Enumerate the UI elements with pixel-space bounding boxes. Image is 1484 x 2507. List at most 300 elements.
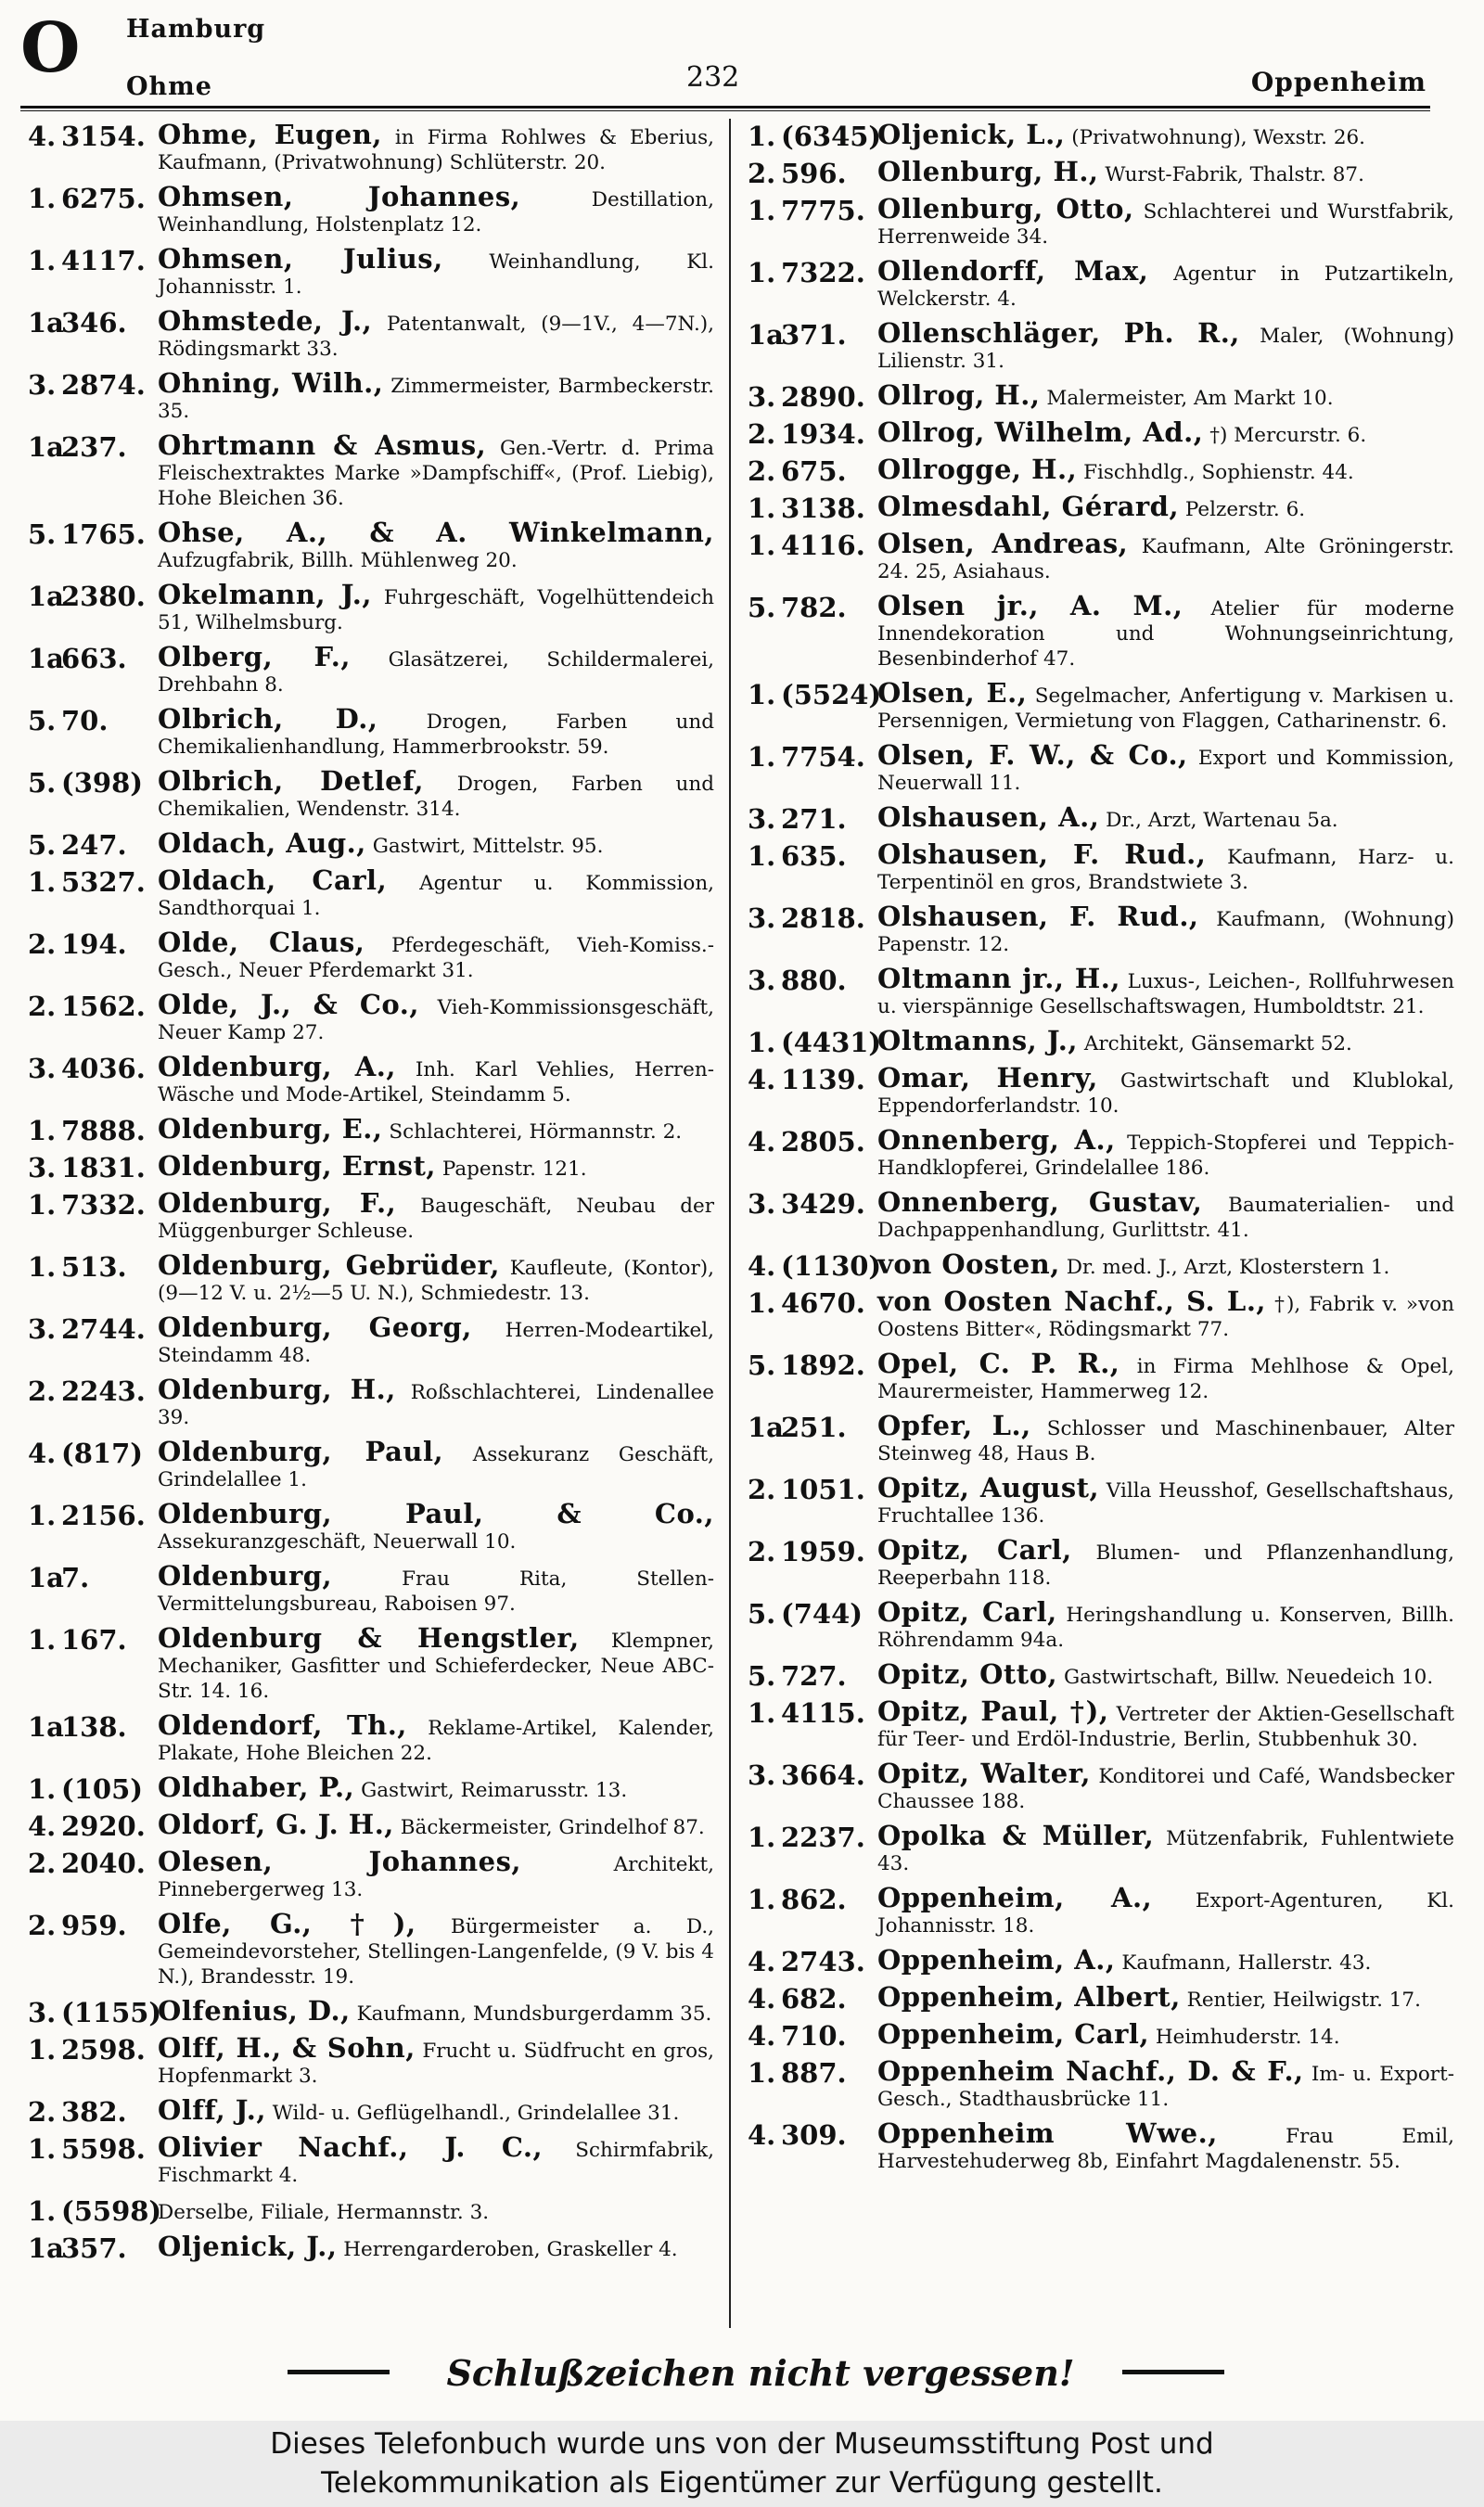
exchange-zone: 4. bbox=[748, 1983, 776, 2015]
subscriber-name: Olshausen, A., bbox=[877, 801, 1100, 833]
subscriber-details: Im- u. Export-Gesch., Stadthausbrücke 11. bbox=[877, 2063, 1454, 2111]
subscriber-name: Olff, H., & Sohn, bbox=[158, 2032, 416, 2064]
entry-text bbox=[877, 1658, 1454, 1690]
exchange-zone: 5. bbox=[28, 829, 57, 861]
exchange-zone: 1a bbox=[28, 307, 64, 339]
credit-banner bbox=[0, 2421, 1484, 2507]
entry-text bbox=[877, 1248, 1454, 1280]
subscriber-details: Frau Rita, Stellen-Vermittelungsbureau, Raboisen 97. bbox=[158, 1567, 714, 1616]
exchange-zone: 1. bbox=[28, 183, 57, 214]
entry-text bbox=[158, 1995, 714, 2027]
subscriber-name: Oldenburg & Hengstler, bbox=[158, 1622, 580, 1654]
entry-text bbox=[158, 927, 714, 983]
line-number: (4431) bbox=[781, 1027, 882, 1058]
exchange-zone: 4. bbox=[748, 1064, 776, 1095]
directory-entry bbox=[748, 2117, 1454, 2174]
subscriber-details: Gastwirtschaft, Billw. Neuedeich 10. bbox=[1063, 1666, 1434, 1689]
line-number: 596. bbox=[781, 158, 847, 189]
line-number: 4116. bbox=[781, 530, 865, 561]
subscriber-name: Opitz, Walter, bbox=[877, 1758, 1092, 1789]
directory-entry bbox=[748, 1820, 1454, 1876]
entry-text bbox=[158, 2131, 714, 2188]
subscriber-details: Inh. Karl Vehlies, Herren-Wäsche und Mode-Artikel, Steindamm 5. bbox=[158, 1058, 714, 1106]
directory-entry bbox=[28, 1187, 714, 1244]
entry-text bbox=[877, 119, 1454, 150]
entry-text bbox=[877, 1981, 1454, 2013]
subscriber-details: Vertreter der Aktien-Gesellschaft für Teer- und Erdöl-Industrie, Berlin, Stubbenhuk 30. bbox=[877, 1703, 1454, 1751]
subscriber-name: Ollrog, Wilhelm, Ad., bbox=[877, 416, 1204, 448]
entry-text bbox=[158, 1374, 714, 1430]
exchange-zone: 3. bbox=[748, 381, 776, 413]
subscriber-details: Mützenfabrik, Fuhlentwiete 43. bbox=[877, 1827, 1454, 1875]
directory-entry bbox=[748, 1062, 1454, 1119]
line-number: (398) bbox=[61, 767, 143, 799]
footer-rule-right bbox=[1122, 2370, 1224, 2374]
line-number: 251. bbox=[781, 1412, 847, 1443]
subscriber-details: †), Fabrik v. »von Oostens Bitter«, Rödingsmarkt 77. bbox=[877, 1293, 1455, 1341]
directory-entry bbox=[748, 416, 1454, 450]
subscriber-name: Ohrtmann & Asmus, bbox=[158, 429, 487, 461]
directory-entry bbox=[748, 1534, 1454, 1591]
subscriber-name: Olbrich, D., bbox=[158, 703, 378, 735]
phone-number bbox=[748, 383, 877, 411]
directory-entry bbox=[748, 1285, 1455, 1342]
phone-number bbox=[748, 321, 877, 349]
subscriber-name: Ollrog, H., bbox=[877, 379, 1041, 411]
subscriber-details: in Firma Rohlwes & Eberius, Kaufmann, (Privatwohnung) Schlüterstr. 20. bbox=[158, 126, 714, 174]
subscriber-details: Pelzerstr. 6. bbox=[1184, 498, 1306, 521]
phone-number bbox=[28, 868, 158, 896]
exchange-zone: 4. bbox=[28, 1438, 57, 1469]
directory-entry bbox=[748, 2055, 1454, 2112]
entry-text bbox=[877, 317, 1454, 374]
entry-text bbox=[158, 1249, 714, 1306]
subscriber-name: Olivier Nachf., J. C., bbox=[158, 2131, 544, 2163]
directory-entry bbox=[28, 1560, 714, 1617]
exchange-zone: 2. bbox=[748, 418, 776, 450]
subscriber-name: Onnenberg, Gustav, bbox=[877, 1186, 1203, 1218]
phone-number bbox=[748, 160, 877, 187]
subscriber-name: Oppenheim, Albert, bbox=[877, 1981, 1181, 2013]
directory-entry bbox=[28, 1150, 714, 1183]
subscriber-details: Drogen, Farben und Chemikalienhandlung, Hammerbrookstr. 59. bbox=[158, 710, 715, 759]
exchange-zone: 3. bbox=[28, 1313, 57, 1345]
entry-text bbox=[877, 1695, 1454, 1752]
entry-text bbox=[158, 181, 714, 237]
subscriber-name: Oldenburg, F., bbox=[158, 1187, 397, 1219]
phone-number bbox=[28, 1775, 158, 1803]
directory-entry bbox=[28, 1051, 714, 1107]
directory-entry bbox=[748, 379, 1454, 413]
subscriber-name: Opitz, Paul, †), bbox=[877, 1695, 1109, 1727]
line-number: 4670. bbox=[781, 1287, 865, 1319]
line-number: 880. bbox=[781, 965, 847, 996]
directory-entry bbox=[748, 1472, 1454, 1529]
subscriber-name: Olfenius, D., bbox=[158, 1995, 351, 2027]
exchange-zone: 3. bbox=[748, 965, 776, 996]
phone-number bbox=[28, 1253, 158, 1281]
exchange-zone: 5. bbox=[28, 705, 57, 736]
footer-rule-left bbox=[288, 2370, 390, 2374]
entry-text bbox=[877, 801, 1454, 833]
subscriber-name: Oppenheim Nachf., D. & F., bbox=[877, 2055, 1304, 2087]
phone-number bbox=[748, 679, 882, 710]
subscriber-details: Kaufmann, (Wohnung) Papenstr. 12. bbox=[877, 908, 1454, 956]
exchange-zone: 1. bbox=[28, 1251, 57, 1283]
line-number: 1831. bbox=[61, 1152, 146, 1183]
entry-text bbox=[158, 429, 714, 511]
exchange-zone: 1. bbox=[28, 1773, 57, 1805]
directory-entry bbox=[28, 1311, 714, 1368]
directory-entry bbox=[28, 1709, 714, 1766]
directory-entry bbox=[28, 927, 714, 983]
phone-number bbox=[748, 1476, 877, 1503]
subscriber-details: Derselbe, Filiale, Hermannstr. 3. bbox=[158, 2201, 490, 2224]
entry-text bbox=[158, 1498, 714, 1554]
phone-number bbox=[28, 582, 158, 610]
subscriber-details: Export-Agenturen, Kl. Johannisstr. 18. bbox=[877, 1889, 1454, 1938]
line-number: 635. bbox=[781, 840, 847, 872]
entry-text bbox=[158, 2094, 714, 2126]
exchange-zone: 1. bbox=[28, 1189, 57, 1221]
line-number: 2890. bbox=[781, 381, 865, 413]
subscriber-details: Baumaterialien- und Dachpappenhandlung, Gurlittstr. 41. bbox=[877, 1194, 1454, 1242]
subscriber-name: Oldenburg, A., bbox=[158, 1051, 396, 1082]
directory-entry bbox=[748, 119, 1454, 152]
directory-entry bbox=[748, 491, 1454, 524]
phone-number bbox=[28, 1439, 158, 1467]
subscriber-name: Olde, J., & Co., bbox=[158, 989, 419, 1020]
line-number: 1139. bbox=[781, 1064, 865, 1095]
entry-text bbox=[158, 119, 714, 175]
phone-number bbox=[748, 1128, 877, 1156]
exchange-zone: 1. bbox=[28, 866, 57, 898]
directory-entry bbox=[748, 838, 1454, 895]
subscriber-details: Teppich-Stopferei und Teppich-Handklopferei, Grindelallee 186. bbox=[877, 1132, 1454, 1180]
subscriber-details: Kaufmann, Mundsburgerdamm 35. bbox=[356, 2002, 712, 2026]
phone-number bbox=[28, 2135, 158, 2163]
line-number: 6275. bbox=[61, 183, 146, 214]
subscriber-name: Oppenheim, Carl, bbox=[877, 2018, 1150, 2050]
exchange-zone: 3. bbox=[748, 803, 776, 835]
subscriber-name: Ohning, Wilh., bbox=[158, 367, 384, 399]
exchange-zone: 3. bbox=[28, 1997, 57, 2028]
exchange-zone: 1. bbox=[28, 1500, 57, 1531]
phone-number bbox=[748, 842, 877, 870]
subscriber-name: von Oosten Nachf., S. L., bbox=[877, 1285, 1267, 1317]
line-number: 7775. bbox=[781, 195, 865, 226]
phone-number bbox=[28, 185, 158, 212]
directory-entry bbox=[28, 579, 714, 635]
line-number: (1130) bbox=[781, 1250, 882, 1282]
phone-number bbox=[28, 1912, 158, 1939]
subscriber-name: Olsen, E., bbox=[877, 677, 1028, 709]
entry-text bbox=[877, 1124, 1454, 1181]
entry-text bbox=[158, 1051, 714, 1107]
entry-text bbox=[877, 901, 1454, 957]
directory-entry bbox=[748, 1658, 1454, 1692]
entry-text bbox=[158, 305, 714, 362]
directory-entry bbox=[28, 2131, 714, 2188]
directory-entry bbox=[748, 454, 1454, 487]
phone-number bbox=[28, 1315, 158, 1343]
phone-number bbox=[748, 494, 877, 522]
phone-number bbox=[748, 1250, 882, 1282]
line-number: 675. bbox=[781, 455, 847, 487]
exchange-zone: 1. bbox=[28, 1115, 57, 1146]
subscriber-details: Destillation, Weinhandlung, Holstenplatz 12. bbox=[158, 188, 714, 237]
subscriber-details: Heimhuderstr. 14. bbox=[1155, 2026, 1340, 2049]
directory-entry bbox=[748, 1124, 1454, 1181]
exchange-zone: 4. bbox=[748, 1126, 776, 1158]
entry-text bbox=[877, 156, 1454, 187]
directory-entry bbox=[748, 739, 1455, 796]
directory-entry bbox=[748, 1410, 1454, 1466]
subscriber-details: Segelmacher, Anfertigung v. Markisen u. Persennigen, Vermietung von Flaggen, Catharinenstr. 6. bbox=[877, 684, 1454, 733]
subscriber-details: Gastwirt, Mittelstr. 95. bbox=[372, 835, 604, 858]
entry-text bbox=[877, 677, 1454, 734]
phone-number bbox=[28, 1377, 158, 1405]
entry-text bbox=[158, 2231, 714, 2262]
line-number: 1765. bbox=[61, 518, 146, 550]
directory-entry bbox=[28, 1113, 714, 1146]
line-number: (6345) bbox=[781, 121, 882, 152]
subscriber-details: Gastwirtschaft und Klublokal, Eppendorferlandstr. 10. bbox=[877, 1069, 1454, 1118]
subscriber-name: Oldenburg, Paul, & Co., bbox=[158, 1498, 714, 1529]
directory-entry bbox=[28, 1908, 715, 1989]
exchange-zone: 1a bbox=[28, 643, 64, 674]
section-letter: O bbox=[20, 8, 81, 88]
exchange-zone: 1. bbox=[748, 679, 776, 710]
directory-entry bbox=[748, 1248, 1454, 1282]
directory-entry bbox=[748, 1025, 1454, 1058]
phone-number bbox=[28, 1812, 158, 1840]
directory-entry bbox=[28, 2231, 714, 2264]
subscriber-details: Agentur u. Kommission, Sandthorquai 1. bbox=[158, 872, 715, 920]
line-number: 2805. bbox=[781, 1126, 865, 1158]
line-number: 887. bbox=[781, 2057, 847, 2089]
subscriber-name: Oltmann jr., H., bbox=[877, 963, 1120, 994]
exchange-zone: 3. bbox=[748, 1759, 776, 1791]
subscriber-details: Pferdegeschäft, Vieh-Komiss.-Gesch., Neuer Pferdemarkt 31. bbox=[158, 934, 714, 982]
phone-number bbox=[28, 309, 158, 337]
subscriber-name: Olbrich, Detlef, bbox=[158, 765, 425, 797]
entry-text bbox=[877, 1025, 1454, 1056]
line-number: 138. bbox=[61, 1711, 127, 1743]
entry-text bbox=[158, 864, 715, 921]
entry-text bbox=[158, 1908, 715, 1989]
subscriber-details: Architekt, Gänsemarkt 52. bbox=[1083, 1032, 1352, 1055]
line-number: 7332. bbox=[61, 1189, 146, 1221]
subscriber-name: Opfer, L., bbox=[877, 1410, 1031, 1441]
subscriber-details: Glasätzerei, Schildermalerei, Drehbahn 8. bbox=[158, 648, 715, 697]
entry-text bbox=[158, 1311, 714, 1368]
entry-text bbox=[877, 491, 1454, 522]
directory-entry bbox=[748, 1981, 1454, 2015]
phone-number bbox=[28, 1502, 158, 1529]
entry-text bbox=[877, 193, 1454, 249]
exchange-zone: 5. bbox=[748, 1598, 776, 1630]
phone-number bbox=[748, 1948, 877, 1976]
line-number: 346. bbox=[61, 307, 127, 339]
phone-number bbox=[28, 707, 158, 735]
directory-entry bbox=[28, 2094, 714, 2128]
entry-text bbox=[158, 579, 714, 635]
exchange-zone: 4. bbox=[748, 1946, 776, 1977]
subscriber-name: Oltmanns, J., bbox=[877, 1025, 1078, 1056]
directory-entry bbox=[28, 1249, 714, 1306]
header-rule bbox=[20, 106, 1430, 109]
entry-text bbox=[877, 1596, 1454, 1653]
line-number: 2237. bbox=[781, 1822, 865, 1853]
line-number: 3429. bbox=[781, 1188, 865, 1220]
line-number: 371. bbox=[781, 319, 847, 351]
subscriber-details: Export und Kommission, Neuerwall 11. bbox=[877, 747, 1455, 795]
subscriber-name: Ollenburg, Otto, bbox=[877, 193, 1134, 224]
line-number: 357. bbox=[61, 2232, 127, 2264]
phone-number bbox=[28, 1191, 158, 1219]
entry-text bbox=[877, 739, 1455, 796]
subscriber-details: Assekuranzgeschäft, Neuerwall 10. bbox=[158, 1530, 517, 1554]
subscriber-details: Villa Heusshof, Gesellschaftshaus, Fruchtallee 136. bbox=[877, 1479, 1454, 1528]
line-number: 1051. bbox=[781, 1474, 865, 1505]
subscriber-details: Rentier, Heilwigstr. 17. bbox=[1186, 1989, 1421, 2012]
exchange-zone: 1. bbox=[28, 1624, 57, 1656]
subscriber-name: Oldenburg, Paul, bbox=[158, 1436, 444, 1467]
subscriber-name: Oldenburg, Gebrüder, bbox=[158, 1249, 500, 1281]
phone-number bbox=[28, 1626, 158, 1654]
exchange-zone: 2. bbox=[28, 1848, 57, 1879]
subscriber-details: Malermeister, Am Markt 10. bbox=[1046, 387, 1334, 410]
directory-entry bbox=[28, 1772, 714, 1805]
line-number: 7754. bbox=[781, 741, 865, 773]
subscriber-details: Dr., Arzt, Wartenau 5a. bbox=[1106, 809, 1338, 832]
line-number: (5598) bbox=[61, 2195, 162, 2227]
phone-number bbox=[748, 1066, 877, 1094]
subscriber-details: Assekuranz Geschäft, Grindelallee 1. bbox=[158, 1443, 715, 1491]
entry-text bbox=[158, 765, 714, 822]
subscriber-name: Oldendorf, Th., bbox=[158, 1709, 407, 1741]
phone-number bbox=[28, 1117, 158, 1145]
line-number: 70. bbox=[61, 705, 109, 736]
subscriber-name: Olshausen, F. Rud., bbox=[877, 901, 1199, 932]
line-number: 782. bbox=[781, 592, 847, 623]
phone-number bbox=[748, 1190, 877, 1218]
subscriber-name: Oldhaber, P., bbox=[158, 1772, 355, 1803]
exchange-zone: 1. bbox=[748, 1027, 776, 1058]
line-number: 3154. bbox=[61, 121, 146, 152]
entry-text bbox=[877, 1534, 1454, 1591]
subscriber-name: Opitz, Carl, bbox=[877, 1534, 1072, 1566]
directory-entry bbox=[28, 429, 714, 511]
phone-number bbox=[748, 197, 877, 224]
phone-number bbox=[748, 1538, 877, 1566]
entry-text bbox=[877, 963, 1454, 1019]
page-header bbox=[0, 0, 1484, 102]
subscriber-details: Frau Emil, Harvestehuderweg 8b, Einfahrt Magdalenenstr. 55. bbox=[877, 2125, 1454, 2173]
directory-entry bbox=[748, 1695, 1454, 1752]
line-number: 862. bbox=[781, 1884, 847, 1915]
phone-number bbox=[28, 1997, 162, 2028]
line-number: 2743. bbox=[781, 1946, 865, 1977]
directory-entry bbox=[748, 963, 1454, 1019]
subscriber-name: Oljenick, L., bbox=[877, 119, 1066, 150]
phone-number bbox=[748, 531, 877, 559]
subscriber-name: Olff, J., bbox=[158, 2094, 266, 2126]
phone-number bbox=[748, 1027, 882, 1058]
line-number: 237. bbox=[61, 431, 127, 463]
directory-entry bbox=[748, 1758, 1455, 1814]
entry-text bbox=[877, 1472, 1454, 1529]
phone-number bbox=[28, 1849, 158, 1877]
entry-text bbox=[877, 1882, 1454, 1938]
subscriber-details: Architekt, Pinnebergerweg 13. bbox=[158, 1853, 714, 1901]
entry-text bbox=[877, 379, 1454, 411]
subscriber-name: Ohme, Eugen, bbox=[158, 119, 382, 150]
subscriber-details: Atelier für moderne Innendekoration und Wohnungseinrichtung, Besenbinderhof 47. bbox=[877, 597, 1454, 671]
subscriber-details: Bürgermeister a. D., Gemeindevorsteher, Stellingen-Langenfelde, (9 V. bis 4 N.), Brandesstr. 19. bbox=[158, 1915, 715, 1989]
subscriber-name: Opolka & Müller, bbox=[877, 1820, 1155, 1851]
subscriber-details: Gastwirt, Reimarusstr. 13. bbox=[361, 1779, 628, 1802]
exchange-zone: 4. bbox=[748, 2020, 776, 2052]
subscriber-details: Agentur in Putzartikeln, Welckerstr. 4. bbox=[877, 262, 1455, 311]
exchange-zone: 5. bbox=[28, 518, 57, 550]
exchange-zone: 1. bbox=[748, 1287, 776, 1319]
subscriber-name: Olberg, F., bbox=[158, 641, 351, 672]
subscriber-name: Oppenheim, A., bbox=[877, 1882, 1153, 1913]
right-column bbox=[748, 119, 1455, 2183]
subscriber-details: Wurst-Fabrik, Thalstr. 87. bbox=[1105, 163, 1364, 186]
line-number: 2920. bbox=[61, 1810, 146, 1842]
exchange-zone: 3. bbox=[748, 902, 776, 934]
phone-number bbox=[28, 831, 158, 859]
subscriber-details: Herren-Modeartikel, Steindamm 48. bbox=[158, 1319, 714, 1367]
exchange-zone: 5. bbox=[748, 1349, 776, 1381]
line-number: 7. bbox=[61, 1562, 90, 1593]
subscriber-name: Opitz, Otto, bbox=[877, 1658, 1058, 1690]
subscriber-name: Olde, Claus, bbox=[158, 927, 365, 958]
subscriber-details: Kaufmann, Harz- u. Terpentinöl en gros, Brandstwiete 3. bbox=[877, 846, 1454, 894]
phone-number bbox=[748, 1699, 877, 1727]
line-number: 1562. bbox=[61, 991, 146, 1022]
subscriber-name: Ollenschläger, Ph. R., bbox=[877, 317, 1240, 349]
phone-number bbox=[748, 1886, 877, 1913]
phone-number bbox=[28, 992, 158, 1020]
line-number: 1892. bbox=[781, 1349, 865, 1381]
subscriber-name: Olsen, Andreas, bbox=[877, 528, 1129, 559]
line-number: (105) bbox=[61, 1773, 143, 1805]
exchange-zone: 1a bbox=[28, 581, 64, 612]
exchange-zone: 4. bbox=[748, 2119, 776, 2151]
directory-entry bbox=[748, 1944, 1454, 1977]
phone-number bbox=[28, 645, 158, 672]
exchange-zone: 1. bbox=[748, 530, 776, 561]
directory-entry bbox=[28, 827, 714, 861]
column-divider bbox=[729, 119, 731, 2328]
entry-text bbox=[158, 517, 714, 573]
subscriber-details: Herrengarderoben, Graskeller 4. bbox=[343, 2238, 678, 2261]
line-number: 167. bbox=[61, 1624, 127, 1656]
entry-text bbox=[877, 1820, 1454, 1876]
phone-number bbox=[28, 247, 158, 275]
directory-entry bbox=[28, 989, 714, 1045]
directory-entry bbox=[748, 801, 1454, 835]
subscriber-name: Oldenburg, E., bbox=[158, 1113, 383, 1145]
entry-text bbox=[877, 2055, 1454, 2112]
header-rule-thin bbox=[20, 110, 1430, 111]
exchange-zone: 1. bbox=[748, 1822, 776, 1853]
entry-text bbox=[877, 2018, 1454, 2050]
